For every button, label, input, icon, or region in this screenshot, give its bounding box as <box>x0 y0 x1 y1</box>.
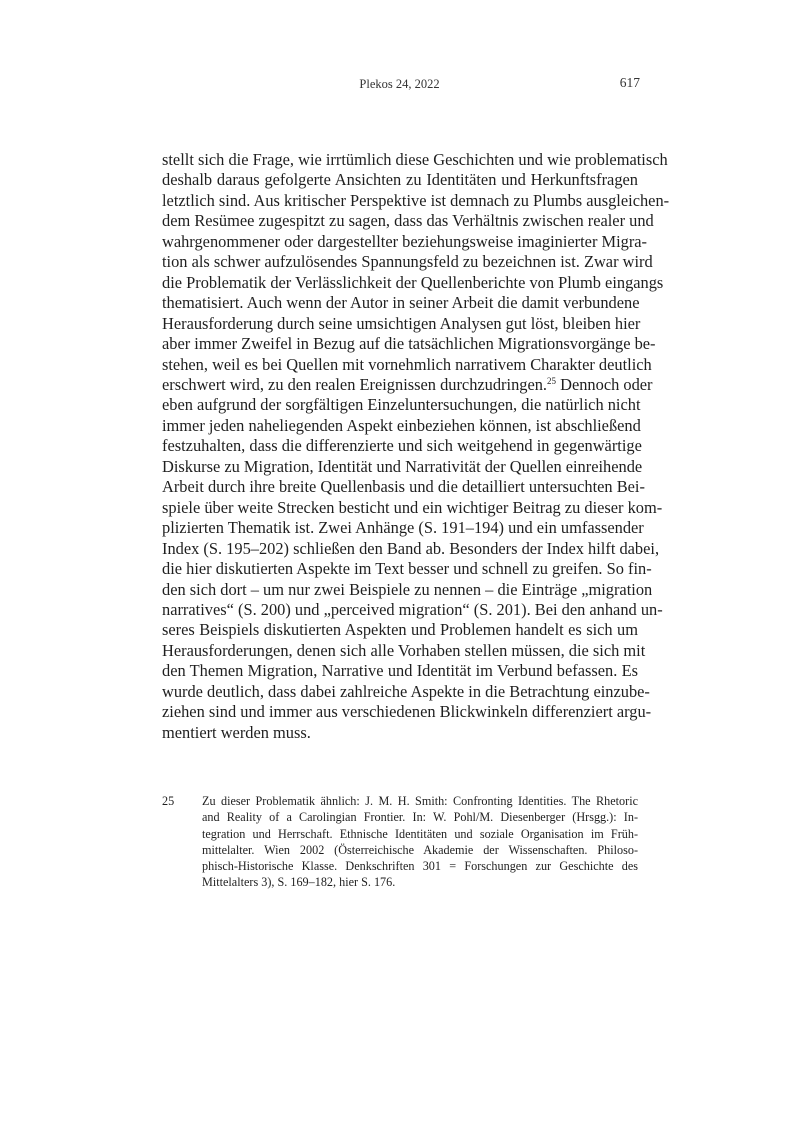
text-line: wurde deutlich, dass dabei zahlreiche Aspekte in die Betrachtung einzube- <box>162 681 650 701</box>
text-line: Herausforderung durch seine umsichtigen Analysen gut löst, bleiben hier <box>162 313 641 333</box>
text-line: tegration und Herrschaft. Ethnische Identitäten und soziale Organisation im Früh- <box>202 826 638 841</box>
running-header: Plekos 24, 2022 <box>359 77 440 91</box>
body-lines-before <box>162 150 670 375</box>
footnote-lines <box>202 793 638 874</box>
footnote-number: 25 <box>162 794 175 808</box>
text-line: immer jeden naheliegenden Aspekt einbeziehen können, ist abschließend <box>162 415 641 435</box>
text-line: spiele über weite Strecken besticht und ein wichtiger Beitrag zu dieser kom- <box>162 497 663 517</box>
body-text <box>162 150 670 743</box>
text-line: dem Resümee zugespitzt zu sagen, dass das Verhältnis zwischen realer und <box>162 211 654 231</box>
body-lines-after <box>162 395 663 722</box>
footnote-line-last: Mittelalters 3), S. 169–182, hier S. 176. <box>202 875 396 890</box>
text-line: seres Beispiels diskutierten Aspekten und Problemen handelt es sich um <box>162 620 638 640</box>
text-line: den sich dort – um nur zwei Beispiele zu nennen – die Einträge „migration <box>162 579 653 599</box>
text-line: mittelalter. Wien 2002 (Österreichische Akademie der Wissenschaften. Philoso- <box>202 842 638 857</box>
text-line: eben aufgrund der sorgfältigen Einzeluntersuchungen, die natürlich nicht <box>162 395 641 415</box>
text-line: plizierten Thematik ist. Zwei Anhänge (S. 191–194) und ein umfassender <box>162 518 644 538</box>
text-line: den Themen Migration, Narrative und Identität im Verbund befassen. Es <box>162 661 638 681</box>
text-line: narratives“ (S. 200) und „perceived migration“ (S. 201). Bei den anhand un- <box>162 599 663 619</box>
text-line: Arbeit durch ihre breite Quellenbasis und die detailliert untersuchten Bei- <box>162 477 645 497</box>
text-line: letztlich sind. Aus kritischer Perspektive ist demnach zu Plumbs ausgleichen- <box>162 190 670 210</box>
body-line-footnote-ref <box>162 374 653 395</box>
text-line: ziehen sind und immer aus verschiedenen Blickwinkeln differenziert argu- <box>162 702 652 722</box>
text-line: aber immer Zweifel in Bezug auf die tatsächlichen Migrationsvorgänge be- <box>162 334 656 354</box>
text-line: wahrgenommener oder dargestellter beziehungsweise imaginierter Migra- <box>162 231 648 251</box>
text-line: deshalb daraus gefolgerte Ansichten zu Identitäten und Herkunftsfragen <box>162 170 638 190</box>
text-line: Index (S. 195–202) schließen den Band ab. Besonders der Index hilft dabei, <box>162 538 660 558</box>
text-line: and Reality of a Carolingian Frontier. In: W. Pohl/M. Diesenberger (Hrsgg.): In- <box>202 810 638 825</box>
text-line: stehen, weil es bei Quellen mit vornehmlich narrativem Charakter deutlich <box>162 354 652 374</box>
body-line-last: mentiert werden muss. <box>162 722 311 742</box>
text-line: Zu dieser Problematik ähnlich: J. M. H. Smith: Confronting Identities. The Rhetoric <box>202 794 638 808</box>
text-line: Herausforderungen, denen sich alle Vorhaben stellen müssen, die sich mit <box>162 640 646 660</box>
text-line: die Problematik der Verlässlichkeit der Quellenberichte von Plumb eingangs <box>162 272 664 292</box>
text-line: phisch-Historische Klasse. Denkschriften 301 = Forschungen zur Geschichte des <box>202 859 638 874</box>
text-line: festzuhalten, dass die differenzierte und sich weitgehend in gegenwärtige <box>162 436 642 456</box>
text-line: tion als schwer aufzulösendes Spannungsfeld zu bezeichnen ist. Zwar wird <box>162 252 653 272</box>
page-number: 617 <box>619 75 640 90</box>
body-line-text: Dennoch oder <box>556 374 653 394</box>
body-line-text: erschwert wird, zu den realen Ereignissen durchzudringen. <box>162 374 548 394</box>
footnote-text <box>202 793 638 891</box>
footnote-reference[interactable]: 25 <box>547 375 557 386</box>
text-line: Diskurse zu Migration, Identität und Narrativität der Quellen einreihende <box>162 456 643 476</box>
text-line: thematisiert. Auch wenn der Autor in seiner Arbeit die damit verbundene <box>162 293 640 313</box>
text-line: die hier diskutierten Aspekte im Text besser und schnell zu greifen. So fin- <box>162 559 652 579</box>
text-line: stellt sich die Frage, wie irrtümlich diese Geschichten und wie problematisch <box>162 150 668 169</box>
